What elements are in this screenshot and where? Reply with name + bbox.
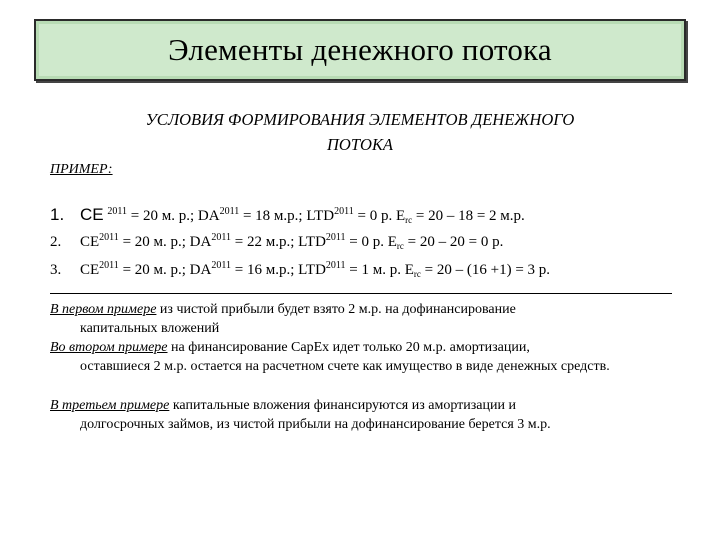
ce-label: CE bbox=[80, 234, 100, 250]
ltd-value: = 0 р. E bbox=[345, 234, 397, 250]
title-banner bbox=[34, 19, 686, 81]
paragraph-text: капитальные вложения финансируются из амортизации и bbox=[169, 398, 516, 413]
e-subscript: rc bbox=[405, 215, 413, 225]
condition-number: 2. bbox=[50, 234, 62, 250]
year-sup: 2011 bbox=[325, 260, 346, 271]
year-sup: 2011 bbox=[211, 260, 231, 271]
da-value: = 16 м.р.; LTD bbox=[231, 262, 326, 278]
subtitle-line-2: ПОТОКА bbox=[327, 135, 393, 154]
paragraph-2 bbox=[50, 338, 672, 376]
paragraph-continuation: капитальных вложений bbox=[80, 321, 220, 336]
paragraph-text: на финансирование CapEx идет только 20 м.р. амортизации, bbox=[167, 340, 530, 355]
e-value: = 20 – 18 = 2 м.р. bbox=[412, 208, 525, 224]
paragraph-continuation: оставшиеся 2 м.р. остается на расчетном счете как имущество в виде денежных средств. bbox=[80, 359, 610, 374]
da-value: = 18 м.р.; LTD bbox=[239, 208, 335, 224]
ltd-value: = 0 р. E bbox=[353, 208, 406, 224]
paragraph-text: из чистой прибыли будет взято 2 м.р. на дофинансирование bbox=[156, 302, 516, 317]
condition-number: 1. bbox=[50, 205, 65, 224]
ce-value: = 20 м. р.; DA bbox=[127, 208, 220, 224]
e-value: = 20 – 20 = 0 р. bbox=[403, 234, 504, 250]
year-sup: 2011 bbox=[99, 232, 119, 243]
condition-1 bbox=[50, 205, 525, 225]
paragraph-lead: В третьем примере bbox=[50, 398, 170, 413]
condition-3 bbox=[50, 262, 550, 279]
ce-value: = 20 м. р.; DA bbox=[118, 262, 212, 278]
year-sup: 2011 bbox=[107, 206, 128, 217]
subtitle bbox=[60, 107, 660, 157]
ltd-value: = 1 м. р. E bbox=[345, 262, 414, 278]
paragraph-1 bbox=[50, 300, 672, 338]
slide-title: Элементы денежного потока bbox=[168, 32, 552, 67]
subtitle-line-1: УСЛОВИЯ ФОРМИРОВАНИЯ ЭЛЕМЕНТОВ ДЕНЕЖНОГО bbox=[145, 110, 575, 129]
paragraph-continuation: долгосрочных займов, из чистой прибыли на дофинансирование берется 3 м.р. bbox=[80, 417, 551, 432]
da-value: = 22 м.р.; LTD bbox=[231, 234, 326, 250]
paragraph-lead: В первом примере bbox=[50, 302, 157, 317]
section-divider bbox=[50, 293, 672, 294]
year-sup: 2011 bbox=[211, 232, 231, 243]
ce-value: = 20 м. р.; DA bbox=[118, 234, 212, 250]
ce-label: CE bbox=[80, 205, 104, 224]
condition-number: 3. bbox=[50, 262, 62, 278]
year-sup: 2011 bbox=[334, 206, 354, 217]
e-subscript: rc bbox=[413, 269, 421, 279]
example-label: ПРИМЕР: bbox=[50, 162, 113, 177]
paragraph-3 bbox=[50, 396, 672, 434]
e-value: = 20 – (16 +1) = 3 р. bbox=[420, 262, 551, 278]
year-sup: 2011 bbox=[219, 206, 240, 217]
e-subscript: rc bbox=[396, 241, 404, 251]
year-sup: 2011 bbox=[325, 232, 346, 243]
paragraph-lead: Во втором примере bbox=[50, 340, 168, 355]
condition-2 bbox=[50, 234, 503, 251]
year-sup: 2011 bbox=[99, 260, 119, 271]
ce-label: CE bbox=[80, 262, 100, 278]
